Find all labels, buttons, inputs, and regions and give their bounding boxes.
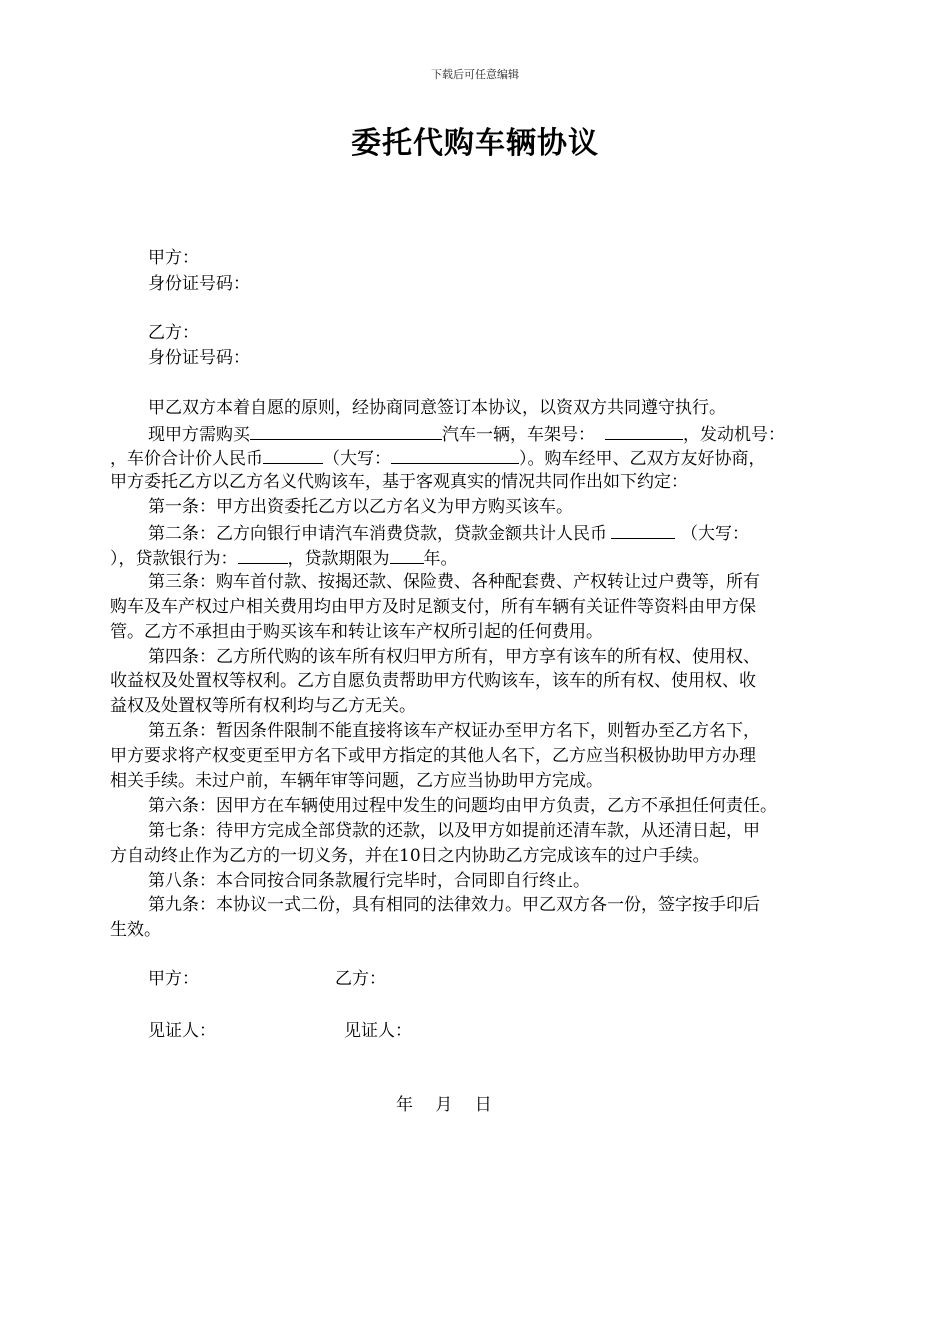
article-4-line-3: 益权及处置权等所有权利均与乙方无关。 [110, 696, 416, 716]
article-9-line-1: 第九条：本协议一式二份，具有相同的法律效力。甲乙双方各一份，签字按手印后 [148, 895, 760, 915]
article-2-text: 年。 [423, 549, 458, 569]
signature-party-a: 甲方： [148, 969, 199, 989]
article-2-text: （大写： [681, 524, 749, 544]
article-7-line-2: 方自动终止作为乙方的一切义务，并在10日之内协助乙方完成该车的过户手续。 [110, 846, 710, 866]
article-5-line-3: 相关手续。未过户前，车辆年审等问题，乙方应当协助甲方完成。 [110, 771, 603, 791]
article-6: 第六条：因甲方在车辆使用过程中发生的问题均由甲方负责，乙方不承担任何责任。 [148, 796, 777, 816]
purchase-text: ，车价合计价人民币 [110, 449, 263, 469]
article-2-text: ），贷款银行为： [110, 549, 238, 569]
purchase-text: ）。购车经甲、乙双方友好协商， [519, 449, 766, 469]
intro-paragraph: 甲乙双方本着自愿的原则，经协商同意签订本协议，以资双方共同遵守执行。 [148, 398, 726, 418]
document-title: 委托代购车辆协议 [351, 126, 599, 161]
purchase-text: 现甲方需购买 [148, 425, 250, 445]
signature-party-b: 乙方： [335, 969, 386, 989]
party-a-label: 甲方： [148, 248, 199, 268]
article-3-line-2: 购车及车产权过户相关费用均由甲方及时足额支付，所有车辆有关证件等资料由甲方保 [110, 597, 756, 617]
article-4-line-1: 第四条：乙方所代购的该车所有权归甲方所有，甲方享有该车的所有权、使用权、 [148, 647, 760, 667]
header-note: 下载后可任意编辑 [431, 68, 519, 81]
article-5-line-1: 第五条：暂因条件限制不能直接将该车产权证办至甲方名下，则暂办至乙方名下， [148, 721, 760, 741]
article-3-line-3: 管。乙方不承担由于购买该车和转让该车产权所引起的任何费用。 [110, 622, 603, 642]
article-3-line-1: 第三条：购车首付款、按揭还款、保险费、各种配套费、产权转让过户费等，所有 [148, 572, 760, 592]
witness-a: 见证人： [148, 1021, 216, 1041]
party-b-label: 乙方： [148, 323, 199, 343]
price-blank [263, 445, 323, 464]
article-8: 第八条：本合同按合同条款履行完毕时，合同即自行终止。 [148, 871, 590, 891]
purchase-line-1 [148, 421, 850, 447]
article-5-line-2: 甲方要求将产权变更至甲方名下或甲方指定的其他人名下，乙方应当积极协助甲方办理 [110, 746, 756, 766]
purchase-text: （大写： [323, 449, 391, 469]
vin-blank [605, 421, 683, 440]
party-b-id-label: 身份证号码： [148, 348, 250, 368]
article-4-line-2: 收益权及处置权等权利。乙方自愿负责帮助甲方代购该车，该车的所有权、使用权、收 [110, 671, 756, 691]
witness-b: 见证人： [344, 1021, 412, 1041]
car-model-blank [250, 421, 442, 440]
signature-date: 年 月 日 [396, 1095, 492, 1115]
purchase-text: ，发动机号： [683, 425, 785, 445]
article-2-line-1 [148, 520, 850, 546]
article-9-line-2: 生效。 [110, 920, 161, 940]
purchase-line-2 [110, 445, 850, 471]
article-2-text: 第二条：乙方向银行申请汽车消费贷款，贷款金额共计人民币 [148, 524, 607, 544]
price-words-blank [391, 445, 519, 464]
loan-term-blank [390, 545, 424, 564]
article-7-line-1: 第七条：待甲方完成全部贷款的还款，以及甲方如提前还清车款，从还清日起，甲 [148, 821, 760, 841]
party-a-id-label: 身份证号码： [148, 274, 250, 294]
loan-amount-blank [611, 520, 675, 539]
article-2-line-2 [110, 545, 850, 571]
article-1: 第一条：甲方出资委托乙方以乙方名义为甲方购买该车。 [148, 497, 573, 517]
purchase-line-3: 甲方委托乙方以乙方名义代购该车，基于客观真实的情况共同作出如下约定： [110, 472, 688, 492]
article-2-text: ，贷款期限为 [287, 549, 390, 569]
purchase-text: 汽车一辆，车架号： [442, 425, 595, 445]
bank-blank [238, 545, 288, 564]
